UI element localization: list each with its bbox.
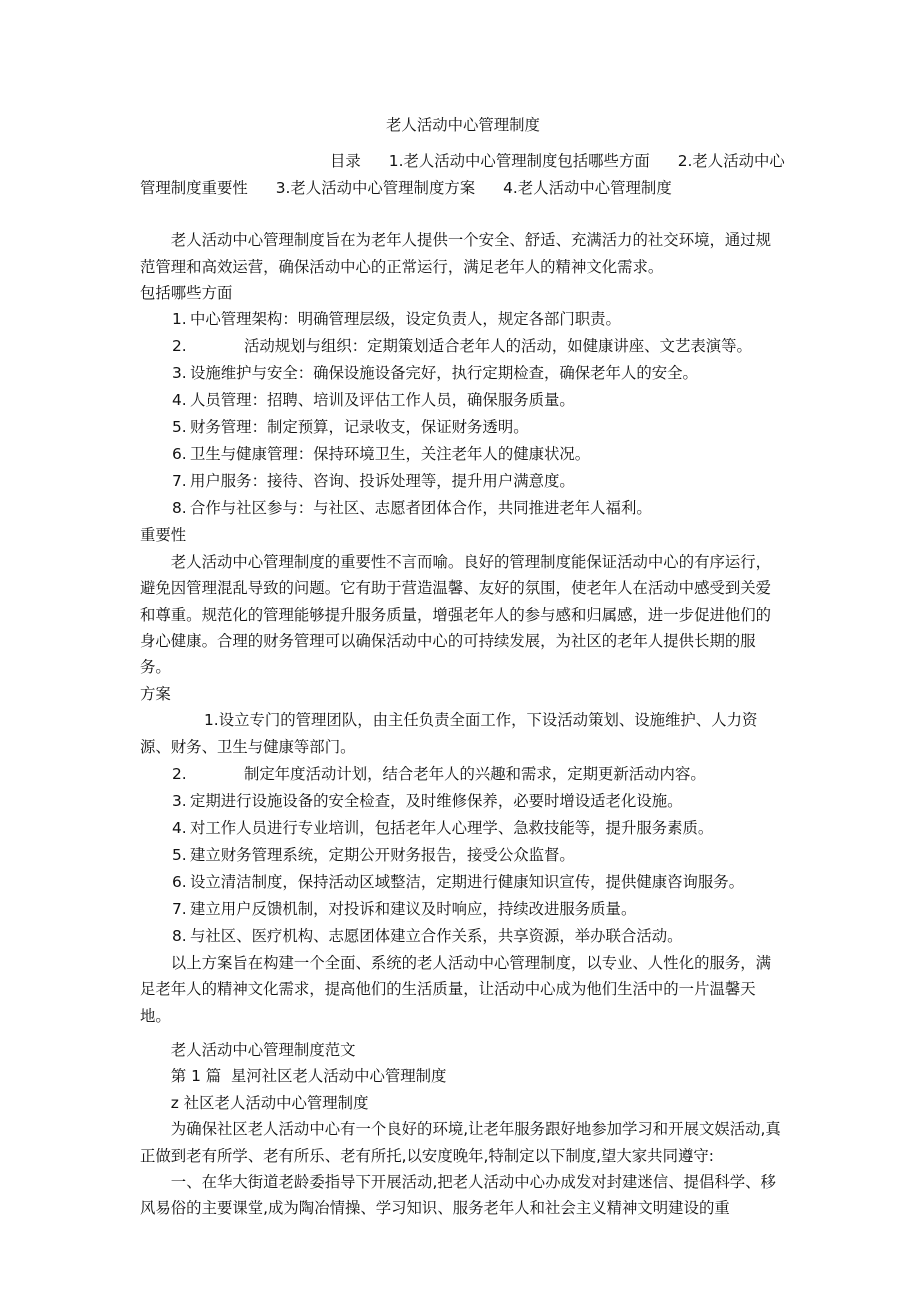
toc-item[interactable]: 3.老人活动中心管理制度方案 (275, 178, 476, 197)
list-item: 4. 人员管理：招聘、培训及评估工作人员，确保服务质量。 (172, 391, 575, 410)
list-item: 7. 建立用户反馈机制，对投诉和建议及时响应，持续改进服务质量。 (172, 899, 637, 918)
sample-heading: 老人活动中心管理制度范文 (170, 1040, 356, 1059)
list-item: 3. 定期进行设施设备的安全检查，及时维修保养，必要时增设适老化设施。 (172, 791, 683, 810)
toc-item[interactable]: 2.老人活动中心管理制度重要性 (140, 152, 785, 197)
toc-label: 目录 (330, 152, 361, 171)
toc-item[interactable]: 1.老人活动中心管理制度包括哪些方面 (388, 152, 650, 171)
list-item: 8. 与社区、医疗机构、志愿团体建立合作关系，共享资源，举办联合活动。 (172, 926, 683, 945)
article-title: 第 1 篇 星河社区老人活动中心管理制度 (170, 1067, 447, 1086)
plan-summary: 以上方案旨在构建一个全面、系统的老人活动中心管理制度，以专业、人性化的服务，满足老年人的精神文化需求，提高他们的生活质量，让活动中心成为他们生活中的一片温馨天地。 (140, 953, 772, 1025)
document-title: 老人活动中心管理制度 (386, 116, 540, 134)
article-paragraph: 为确保社区老人活动中心有一个良好的环境,让老年服务跟好地参加学习和开展文娱活动,真正做到老有所学、老有所乐、老有所托,以安度晚年,特制定以下制度,望大家共同遵守: (140, 1120, 781, 1165)
list-item: 5. 财务管理：制定预算，记录收支，保证财务透明。 (172, 418, 529, 437)
list-item: 5. 建立财务管理系统，定期公开财务报告，接受公众监督。 (172, 845, 575, 864)
document-page (140, 112, 786, 1222)
list-item: 2. 制定年度活动计划，结合老年人的兴趣和需求，定期更新活动内容。 (172, 764, 706, 783)
list-item: 7. 用户服务：接待、咨询、投诉处理等，提升用户满意度。 (172, 472, 575, 491)
plan-list (140, 707, 786, 949)
intro-paragraph: 老人活动中心管理制度旨在为老年人提供一个安全、舒适、充满活力的社交环境，通过规范管理和高效运营，确保活动中心的正常运行，满足老年人的精神文化需求。 (140, 231, 772, 276)
list-item: 6. 设立清洁制度，保持活动区域整洁，定期进行健康知识宣传，提供健康咨询服务。 (172, 872, 745, 891)
list-item: 2. 活动规划与组织：定期策划适合老年人的活动，如健康讲座、文艺表演等。 (172, 337, 752, 356)
importance-paragraph: 老人活动中心管理制度的重要性不言而喻。良好的管理制度能保证活动中心的有序运行，避免因管理混乱导致的问题。它有助于营造温馨、友好的氛围，使老年人在活动中感受到关爱和尊重。规范化的管理能够提升服务质量，增强老年人的参与感和归属感，进一步促进他们的身心健康。合理的财务管理可以确保活动中心的可持续发展，为社区的老年人提供长期的服务。 (140, 552, 772, 677)
toc-item[interactable]: 4.老人活动中心管理制度 (503, 178, 672, 197)
section-heading-aspects: 包括哪些方面 (140, 284, 233, 303)
section-heading-plan: 方案 (140, 684, 171, 703)
section-heading-importance: 重要性 (140, 526, 187, 545)
article-subtitle: z 社区老人活动中心管理制度 (170, 1093, 369, 1112)
list-item: 1.设立专门的管理团队，由主任负责全面工作，下设活动策划、设施维护、人力资源、财务、卫生与健康等部门。 (140, 711, 758, 756)
list-item: 3. 设施维护与安全：确保设施设备完好，执行定期检查，确保老年人的安全。 (172, 364, 698, 383)
list-item: 1. 中心管理架构：明确管理层级，设定负责人，规定各部门职责。 (172, 310, 621, 329)
article-paragraph: 一、在华大街道老龄委指导下开展活动,把老人活动中心办成发对封建迷信、提倡科学、移风易俗的主要课堂,成为陶冶情操、学习知识、服务老年人和社会主义精神文明建设的重 (140, 1172, 776, 1218)
list-item: 6. 卫生与健康管理：保持环境卫生，关注老年人的健康状况。 (172, 445, 591, 464)
list-item: 8. 合作与社区参与：与社区、志愿者团体合作，共同推进老年人福利。 (172, 499, 652, 518)
table-of-contents (140, 148, 786, 201)
aspects-list (140, 306, 786, 521)
list-item: 4. 对工作人员进行专业培训，包括老年人心理学、急救技能等，提升服务素质。 (172, 818, 714, 837)
